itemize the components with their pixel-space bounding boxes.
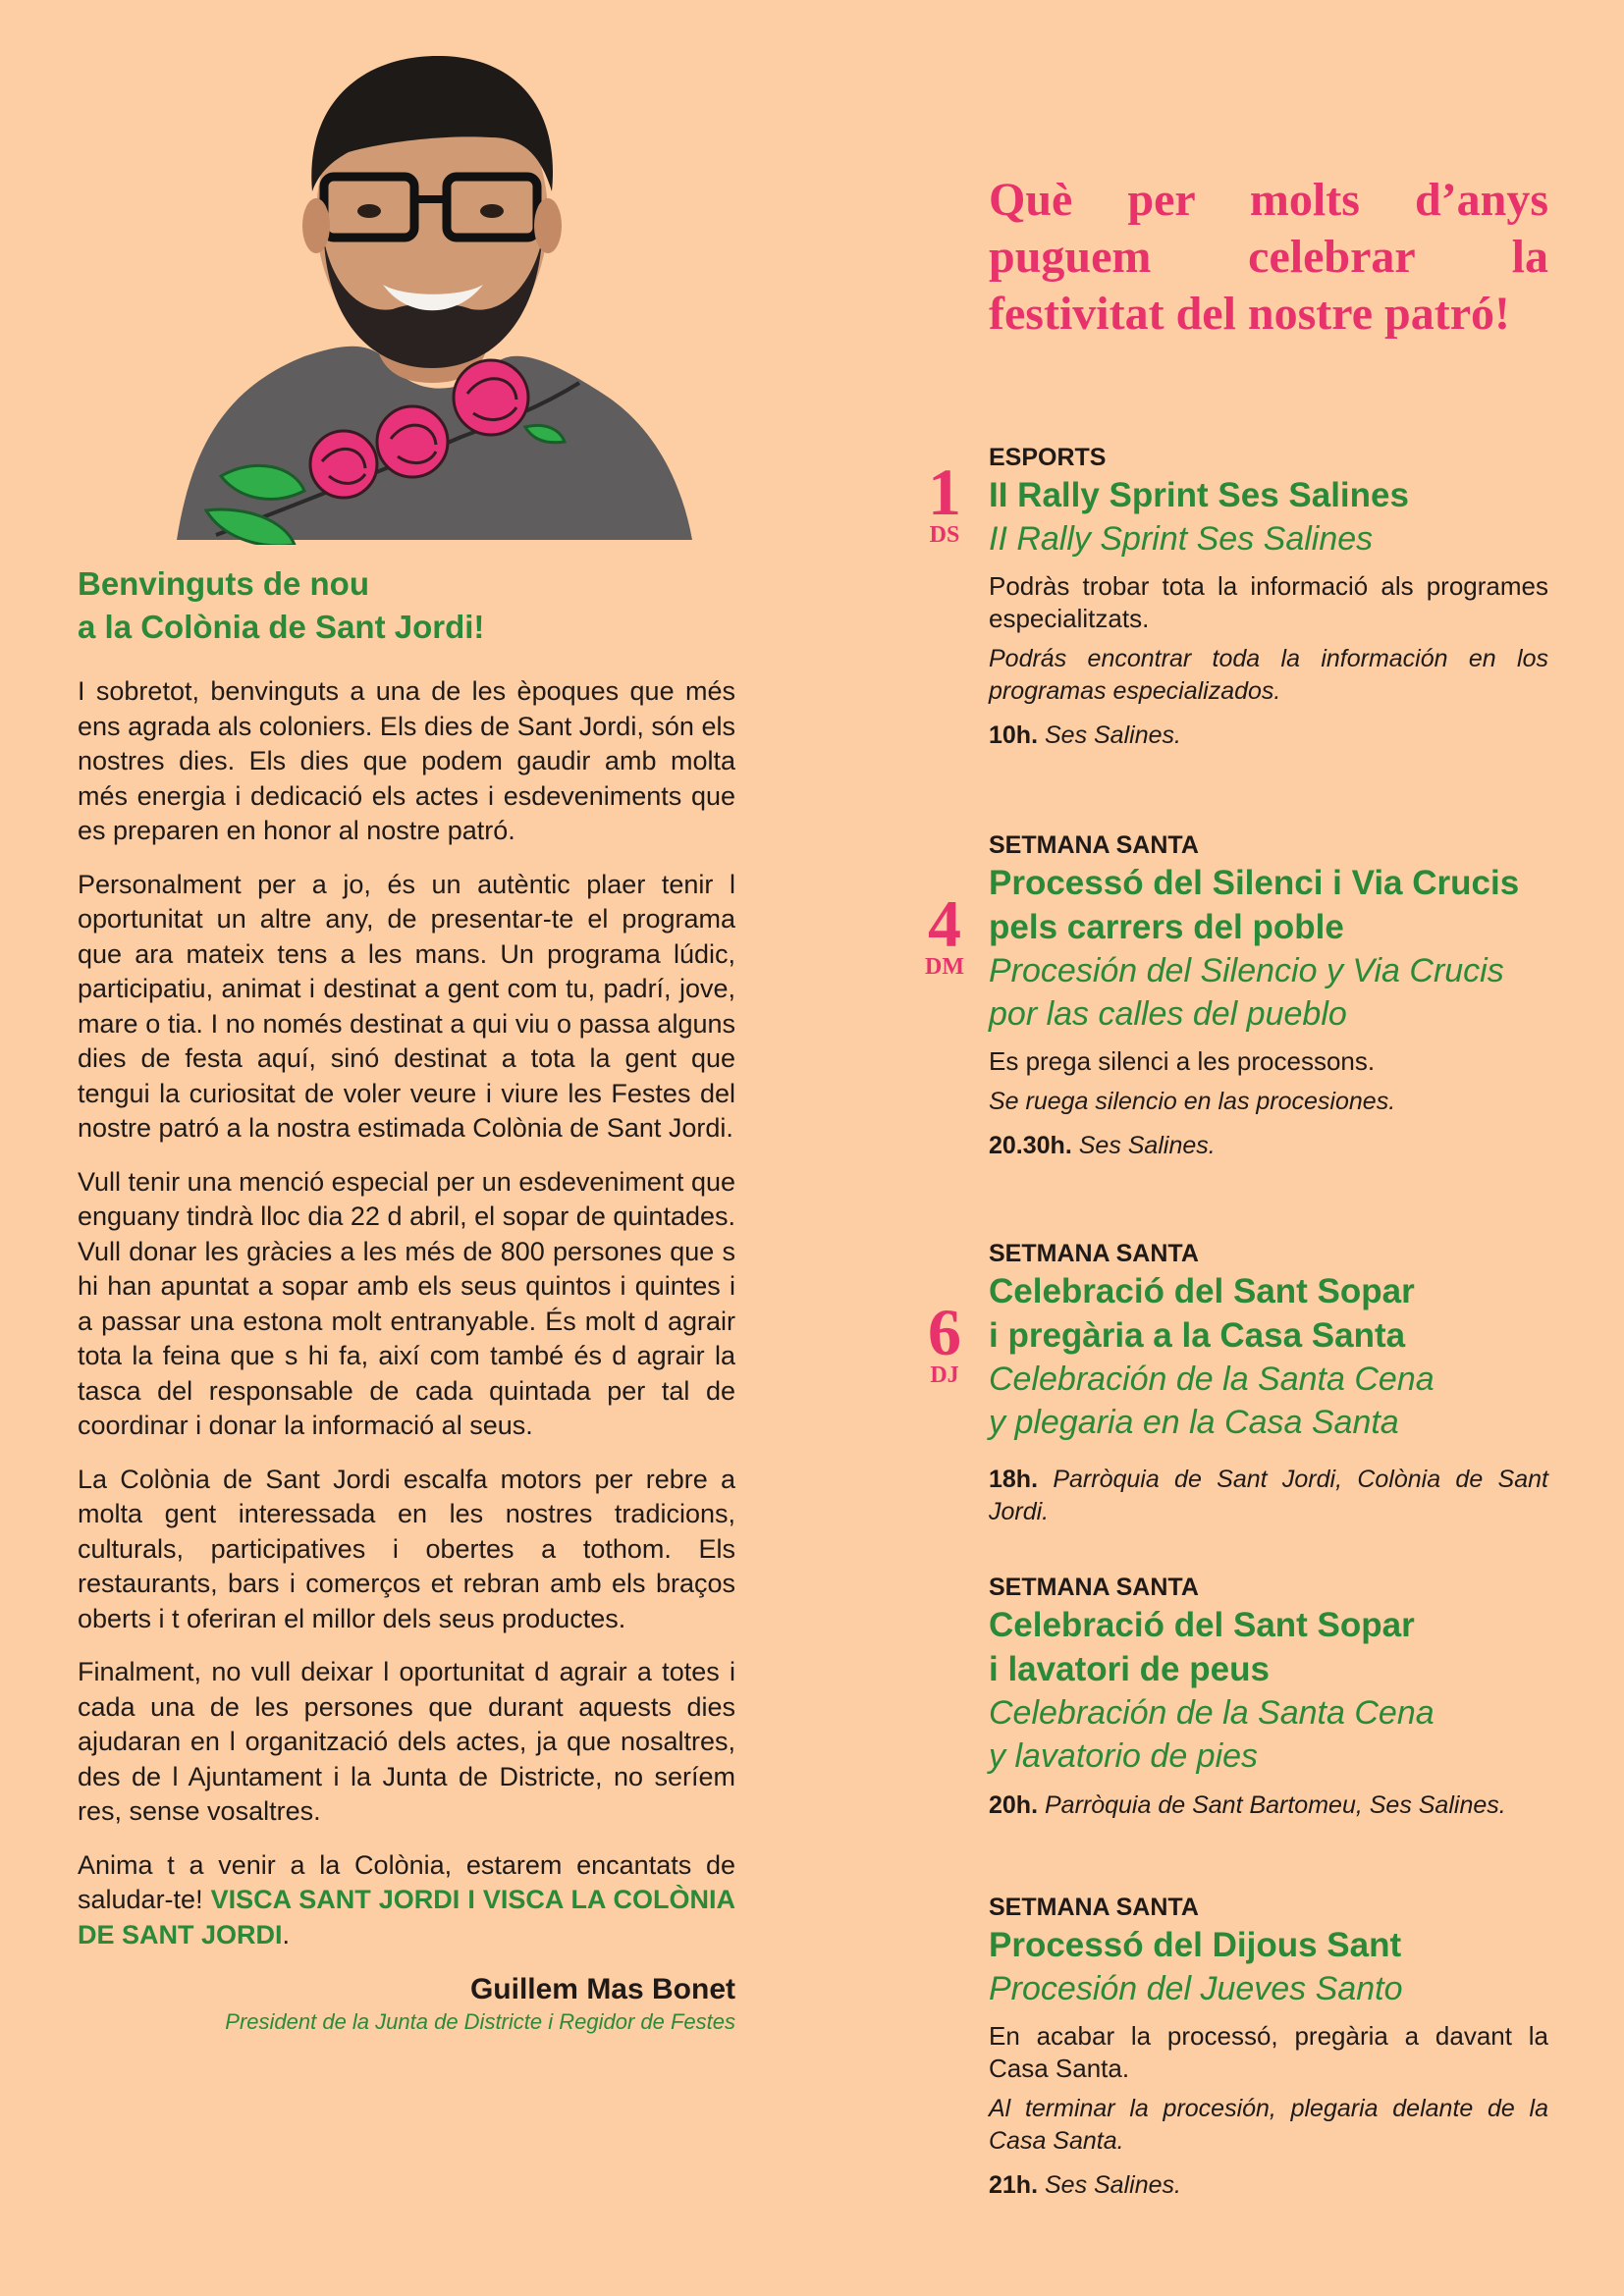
day-marker [910, 1295, 979, 1388]
day-marker [910, 454, 979, 548]
event-title: Processó del Dijous Sant [989, 1926, 1402, 1964]
letter-paragraph: I sobretot, benvinguts a una de les èpoques que més ens agrada als coloniers. Els dies de Sant Jordi, són els nostres dies. Els dies que podem gaudir amb molta més energia i dedicació els actes i esdeveniments que es preparen en honor al nostre patró. [78, 676, 735, 845]
quote-line: festivitat del nostre patró! [989, 288, 1510, 340]
event-place: Ses Salines. [1044, 2171, 1181, 2199]
event-description: Es prega silenci a les processons. [989, 1046, 1376, 1076]
event-item [989, 1572, 1548, 1822]
event-category: SETMANA SANTA [989, 1894, 1199, 1921]
event-time-place [989, 720, 1548, 752]
event-subtitle: y lavatorio de pies [989, 1737, 1259, 1775]
event-place: Parròquia de Sant Jordi, Colònia de Sant Jordi. [989, 1466, 1548, 1525]
event-time: 18h. [989, 1466, 1039, 1493]
letter-closing [78, 1848, 735, 1953]
event-time-place [989, 1130, 1548, 1162]
portrait-photo [147, 44, 712, 545]
closing-highlight: VISCA SANT JORDI I VISCA LA COLÒNIA DE SANT JORDI [78, 1885, 735, 1949]
event-item [925, 829, 1548, 1162]
event-item [928, 442, 1548, 752]
quote-line: puguem celebrar la [989, 231, 1548, 283]
event-item [989, 1892, 1548, 2202]
day-number: 4 [928, 886, 961, 961]
event-category: SETMANA SANTA [989, 1574, 1199, 1601]
event-title: i lavatori de peus [989, 1650, 1270, 1688]
event-time: 21h. [989, 2171, 1039, 2199]
event-time-place [989, 2169, 1548, 2202]
rose-icon [377, 406, 448, 477]
event-time: 20h. [989, 1791, 1039, 1819]
event-category: SETMANA SANTA [989, 1240, 1199, 1267]
event-title: Celebració del Sant Sopar [989, 1606, 1415, 1644]
signature-name: Guillem Mas Bonet [469, 1973, 735, 2005]
event-subtitle: Celebración de la Santa Cena [989, 1694, 1435, 1732]
rose-icon [310, 431, 377, 498]
portrait-illustration [147, 44, 712, 545]
event-time-place [989, 1789, 1548, 1822]
closing-text: Anima t a venir a la Colònia, estarem encantats de saludar-te! [78, 1849, 735, 1914]
festival-quote [989, 172, 1548, 343]
event-time-place [989, 1464, 1548, 1528]
event-subtitle: Procesión del Silencio y Via Crucis por las calles del pueblo [989, 952, 1504, 1033]
event-time: 10h. [989, 721, 1039, 749]
event-description: Podràs trobar tota la informació als programes especialitzats. [989, 571, 1548, 633]
welcome-title [78, 562, 735, 649]
event-category: ESPORTS [989, 444, 1107, 471]
event-title: i pregària a la Casa Santa [989, 1316, 1406, 1355]
day-abbreviation: DJ [930, 1362, 959, 1388]
event-subtitle: II Rally Sprint Ses Salines [989, 520, 1374, 558]
event-title: Processó del Silenci i Via Crucis pels carrers del poble [989, 864, 1520, 946]
signature-role: President de la Junta de Districte i Regidor de Festes [225, 2009, 735, 2034]
day-number: 6 [928, 1295, 961, 1369]
event-place: Ses Salines. [1044, 721, 1181, 749]
closing-end: . [282, 1919, 291, 1949]
event-subtitle: Celebración de la Santa Cena [989, 1361, 1435, 1398]
rose-icon [454, 360, 528, 435]
welcome-title-line1: Benvinguts de nou [78, 565, 369, 602]
event-subtitle: y plegaria en la Casa Santa [989, 1404, 1399, 1441]
event-description-es: Podrás encontrar toda la información en los programas especializados. [989, 645, 1548, 705]
letter-paragraph: La Colònia de Sant Jordi escalfa motors per rebre a molta gent interessada en les nostres tradicions, culturals, participatives i obertes a tothom. Els restaurants, bars i comerços et rebran amb els braços oberts i t oferiran el millor dels seus productes. [78, 1464, 735, 1633]
event-title: Celebració del Sant Sopar [989, 1272, 1415, 1310]
event-title: II Rally Sprint Ses Salines [989, 476, 1409, 514]
day-number: 1 [928, 454, 961, 529]
letter-paragraph: Personalment per a jo, és un autèntic plaer tenir l oportunitat un altre any, de presentar-te el programa que ara mateix tens a les mans. Un programa lúdic, participatiu, animat i destinat a gent com tu, padrí, jove, mare o tia. I no només destinat a qui viu o passa alguns dies de festa aquí, sinó destinat a tota la gent que tengui la curiositat de voler veure i viure les Festes del nostre patró a la nostra estimada Colònia de Sant Jordi. [78, 869, 735, 1143]
day-abbreviation: DM [925, 954, 964, 980]
event-item [928, 1238, 1548, 1528]
event-time: 20.30h. [989, 1132, 1072, 1159]
day-marker [910, 886, 979, 980]
signature [78, 1971, 735, 2036]
event-place: Ses Salines. [1078, 1132, 1216, 1159]
event-description-es: Al terminar la procesión, plegaria delante de la Casa Santa. [989, 2095, 1548, 2155]
event-place: Parròquia de Sant Bartomeu, Ses Salines. [1044, 1791, 1506, 1819]
welcome-letter [78, 562, 735, 2036]
welcome-title-line2: a la Colònia de Sant Jordi! [78, 609, 485, 645]
event-description-es: Se ruega silencio en las procesiones. [989, 1088, 1396, 1115]
letter-paragraph: Vull tenir una menció especial per un esdeveniment que enguany tindrà lloc dia 22 d abril, el sopar de quintades. Vull donar les gràcies a les més de 800 persones que s hi han apuntat a sopar amb els seus quintos i quintes i a passar una estona molt entranyable. És molt d agrair tota la feina que s hi fa, així com també és d agrair la tasca del responsable de cada quintada per tal de coordinar i donar la informació al seus. [78, 1166, 735, 1440]
event-category: SETMANA SANTA [989, 831, 1199, 859]
letter-paragraph: Finalment, no vull deixar l oportunitat d agrair a totes i cada una de les persones que durant aquests dies ajudaran en l organització dels actes, ja que nosaltres, des de l Ajuntament i la Junta de Districte, no seríem res, sense vosaltres. [78, 1657, 735, 1826]
day-abbreviation: DS [929, 522, 960, 548]
event-subtitle: Procesión del Jueves Santo [989, 1970, 1403, 2007]
event-description: En acabar la processó, pregària a davant la Casa Santa. [989, 2021, 1548, 2083]
quote-line: Què per molts d’anys [989, 174, 1548, 226]
